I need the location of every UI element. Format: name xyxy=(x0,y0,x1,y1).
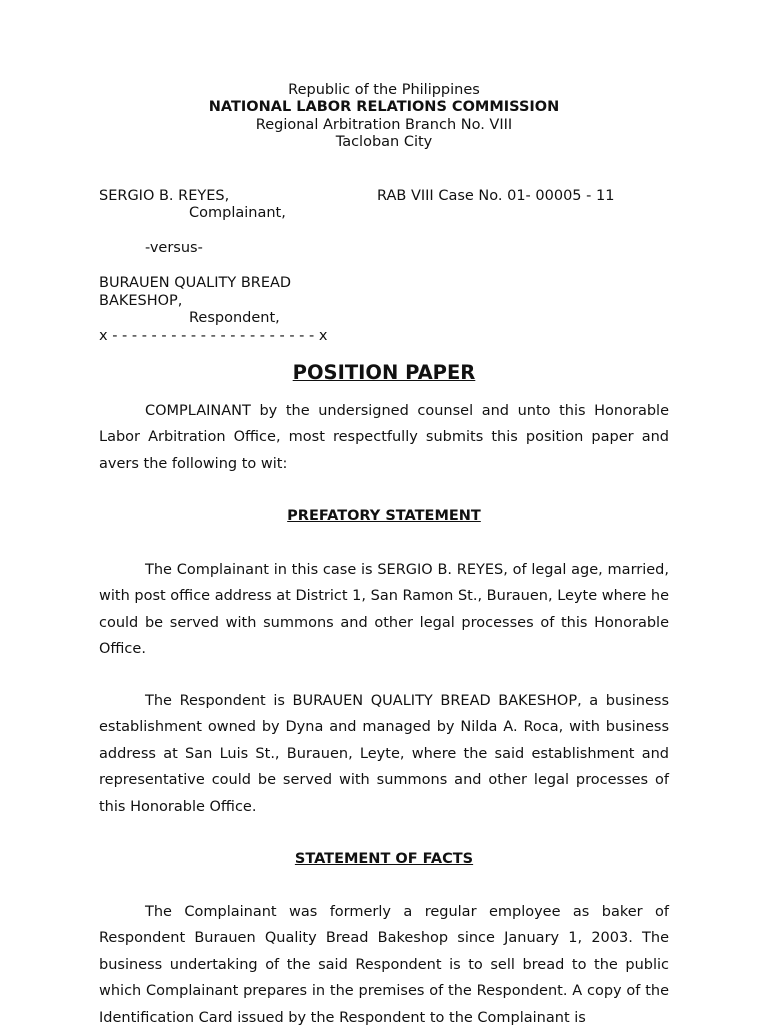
prefatory-paragraph-2: The Respondent is BURAUEN QUALITY BREAD BAKESHOP, a business establishment owned by Dyna and managed by Nilda A. Roca, with business address at San Luis St., Burauen, Leyte, where the said establishment and representative could be served with summons and other legal processes of this Honorable Office. xyxy=(99,693,669,815)
versus-label: -versus- xyxy=(145,240,203,256)
prefatory-paragraph-1: The Complainant in this case is SERGIO B. REYES, of legal age, married, with post office address at District 1, San Ramon St., Burauen, Leyte where he could be served with summons and other legal processes of this Honorable Office. xyxy=(99,562,669,658)
header-commission: NATIONAL LABOR RELATIONS COMMISSION xyxy=(208,99,560,115)
intro-paragraph: COMPLAINANT by the undersigned counsel and unto this Honorable Labor Arbitration Office, most respectfully submits this position paper and avers the following to wit: xyxy=(99,403,669,472)
header-republic: Republic of the Philippines xyxy=(288,82,480,98)
header-branch: Regional Arbitration Branch No. VIII xyxy=(255,117,513,133)
complainant-name: SERGIO B. REYES, xyxy=(99,188,230,204)
respondent-name-line1: BURAUEN QUALITY BREAD xyxy=(99,275,292,291)
prefatory-heading: PREFATORY STATEMENT xyxy=(287,508,481,524)
document-title: POSITION PAPER xyxy=(292,361,476,384)
caption-divider: x - - - - - - - - - - - - - - - - - - - - - x xyxy=(99,328,328,344)
facts-paragraph-1: The Complainant was formerly a regular employee as baker of Respondent Burauen Quality Bread Bakeshop since January 1, 2003. The business undertaking of the said Respondent is to sell bread to the public which Complainant prepares in the premises of the Respondent. A copy of the Identification Card issued by the Respondent to the Complainant is xyxy=(99,904,669,1026)
respondent-name-line2: BAKESHOP, xyxy=(99,293,183,309)
header-city: Tacloban City xyxy=(335,134,433,150)
case-number: RAB VIII Case No. 01- 00005 - 11 xyxy=(377,188,615,204)
respondent-role: Respondent, xyxy=(189,310,280,326)
complainant-role: Complainant, xyxy=(189,205,286,221)
facts-heading: STATEMENT OF FACTS xyxy=(294,851,474,867)
